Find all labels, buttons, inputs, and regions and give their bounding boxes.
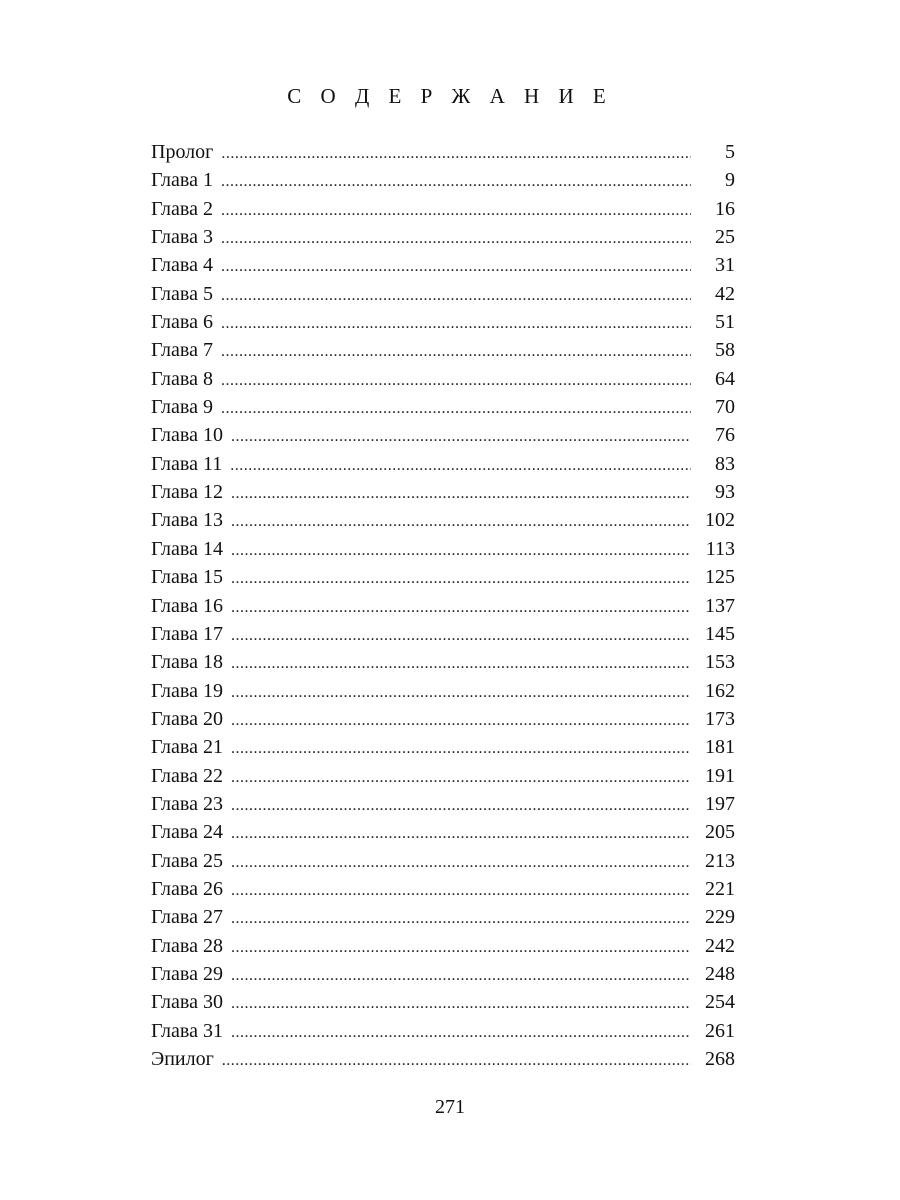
toc-entry-page: 102 (705, 509, 735, 532)
page-title: С О Д Е Р Ж А Н И Е (287, 84, 613, 108)
toc-entry-label: Глава 15 (151, 566, 223, 589)
toc-entry-label: Глава 31 (151, 1019, 223, 1042)
toc-entry-page: 242 (705, 934, 735, 957)
toc-entry (151, 818, 735, 846)
toc-entry-label: Глава 9 (151, 396, 213, 419)
toc-dot-leader (222, 1047, 691, 1075)
toc-entry-page: 221 (705, 877, 735, 900)
toc-entry-label: Глава 4 (151, 254, 213, 277)
toc-entry (151, 223, 735, 251)
toc-entry-page: 64 (715, 367, 735, 390)
toc-entry-label: Глава 24 (151, 821, 223, 844)
toc-entry (151, 138, 735, 166)
toc-dot-leader (221, 282, 691, 310)
toc-entry (151, 1045, 735, 1073)
toc-entry-label: Глава 10 (151, 424, 223, 447)
page-number: 271 (435, 1096, 465, 1118)
toc-dot-leader (231, 537, 691, 565)
toc-entry (151, 365, 735, 393)
toc-entry (151, 875, 735, 903)
toc-entry-label: Глава 8 (151, 367, 213, 390)
toc-dot-leader (231, 679, 691, 707)
toc-entry (151, 166, 735, 194)
toc-entry-page: 42 (715, 282, 735, 305)
toc-dot-leader (231, 934, 691, 962)
toc-dot-leader (231, 962, 691, 990)
toc-dot-leader (231, 594, 691, 622)
toc-dot-leader (231, 820, 691, 848)
toc-entry-page: 145 (705, 622, 735, 645)
toc-entry (151, 251, 735, 279)
toc-entry (151, 506, 735, 534)
toc-dot-leader (221, 197, 691, 225)
toc-entry-page: 125 (705, 566, 735, 589)
toc-entry-page: 5 (725, 141, 735, 163)
toc-entry (151, 478, 735, 506)
toc-dot-leader (231, 990, 691, 1018)
toc-dot-leader (231, 764, 691, 792)
toc-entry (151, 903, 735, 931)
toc-entry-page: 58 (715, 339, 735, 362)
toc-entry (151, 932, 735, 960)
toc-entry-label: Глава 1 (151, 169, 213, 192)
toc-dot-leader (221, 395, 691, 423)
toc-entry (151, 393, 735, 421)
toc-entry (151, 450, 735, 478)
toc-entry (151, 592, 735, 620)
toc-dot-leader (231, 480, 691, 508)
toc-entry-label: Глава 11 (151, 452, 223, 475)
toc-entry-page: 9 (725, 169, 735, 192)
toc-entry-label: Глава 21 (151, 736, 223, 759)
toc-entry-label: Глава 3 (151, 226, 213, 249)
toc-entry (151, 421, 735, 449)
toc-entry-label: Глава 16 (151, 594, 223, 617)
toc-entry-label: Глава 27 (151, 906, 223, 929)
toc-entry (151, 280, 735, 308)
toc-entry-page: 137 (705, 594, 735, 617)
toc-entry-page: 261 (705, 1019, 735, 1042)
toc-entry-label: Глава 17 (151, 622, 223, 645)
table-of-contents (151, 138, 735, 1073)
toc-dot-leader (231, 508, 691, 536)
toc-entry (151, 535, 735, 563)
toc-dot-leader (231, 650, 691, 678)
toc-entry-page: 213 (705, 849, 735, 872)
toc-entry-page: 70 (715, 396, 735, 419)
toc-entry (151, 308, 735, 336)
toc-dot-leader (221, 310, 691, 338)
toc-entry (151, 336, 735, 364)
toc-entry-page: 16 (715, 197, 735, 220)
toc-entry-label: Глава 20 (151, 707, 223, 730)
toc-entry-label: Глава 30 (151, 991, 223, 1014)
toc-dot-leader (221, 338, 691, 366)
toc-dot-leader (221, 140, 691, 168)
toc-entry-label: Глава 26 (151, 877, 223, 900)
toc-entry-page: 25 (715, 226, 735, 249)
toc-entry (151, 762, 735, 790)
toc-dot-leader (231, 877, 691, 905)
toc-entry-label: Глава 2 (151, 197, 213, 220)
toc-dot-leader (221, 253, 691, 281)
toc-entry (151, 620, 735, 648)
toc-entry (151, 847, 735, 875)
toc-entry-label: Глава 5 (151, 282, 213, 305)
toc-entry-label: Глава 12 (151, 481, 223, 504)
toc-entry (151, 790, 735, 818)
toc-entry-page: 268 (705, 1048, 735, 1070)
toc-entry-page: 76 (715, 424, 735, 447)
toc-entry-page: 153 (705, 651, 735, 674)
toc-dot-leader (231, 792, 691, 820)
toc-dot-leader (231, 849, 691, 877)
toc-entry-label: Эпилог (151, 1048, 214, 1070)
toc-dot-leader (231, 565, 691, 593)
toc-entry-page: 248 (705, 962, 735, 985)
toc-entry-label: Глава 14 (151, 537, 223, 560)
toc-entry-label: Пролог (151, 141, 214, 163)
toc-dot-leader (231, 1019, 691, 1047)
toc-entry-page: 162 (705, 679, 735, 702)
toc-dot-leader (221, 225, 691, 253)
toc-entry (151, 960, 735, 988)
toc-entry-page: 93 (715, 481, 735, 504)
toc-entry (151, 563, 735, 591)
toc-entry (151, 195, 735, 223)
toc-entry-page: 83 (715, 452, 735, 475)
toc-entry-label: Глава 22 (151, 764, 223, 787)
toc-entry (151, 1017, 735, 1045)
toc-dot-leader (231, 905, 691, 933)
toc-entry (151, 648, 735, 676)
toc-dot-leader (221, 367, 691, 395)
toc-entry-label: Глава 19 (151, 679, 223, 702)
toc-entry-page: 254 (705, 991, 735, 1014)
toc-entry-page: 191 (705, 764, 735, 787)
toc-entry-label: Глава 6 (151, 311, 213, 334)
toc-entry-page: 113 (705, 537, 735, 560)
toc-entry-page: 229 (705, 906, 735, 929)
toc-entry-label: Глава 23 (151, 792, 223, 815)
toc-entry-label: Глава 13 (151, 509, 223, 532)
toc-dot-leader (231, 622, 691, 650)
toc-dot-leader (221, 168, 691, 196)
toc-entry-page: 51 (715, 311, 735, 334)
toc-entry (151, 733, 735, 761)
toc-entry-page: 173 (705, 707, 735, 730)
toc-dot-leader (230, 452, 691, 480)
toc-entry-label: Глава 29 (151, 962, 223, 985)
toc-entry (151, 677, 735, 705)
toc-entry-page: 205 (705, 821, 735, 844)
toc-entry-label: Глава 28 (151, 934, 223, 957)
toc-dot-leader (231, 423, 691, 451)
toc-entry-label: Глава 25 (151, 849, 223, 872)
toc-entry-page: 181 (705, 736, 735, 759)
toc-dot-leader (231, 735, 691, 763)
toc-entry-label: Глава 7 (151, 339, 213, 362)
toc-entry (151, 988, 735, 1016)
toc-entry-label: Глава 18 (151, 651, 223, 674)
toc-entry (151, 705, 735, 733)
toc-entry-page: 197 (705, 792, 735, 815)
toc-entry-page: 31 (715, 254, 735, 277)
toc-dot-leader (231, 707, 691, 735)
